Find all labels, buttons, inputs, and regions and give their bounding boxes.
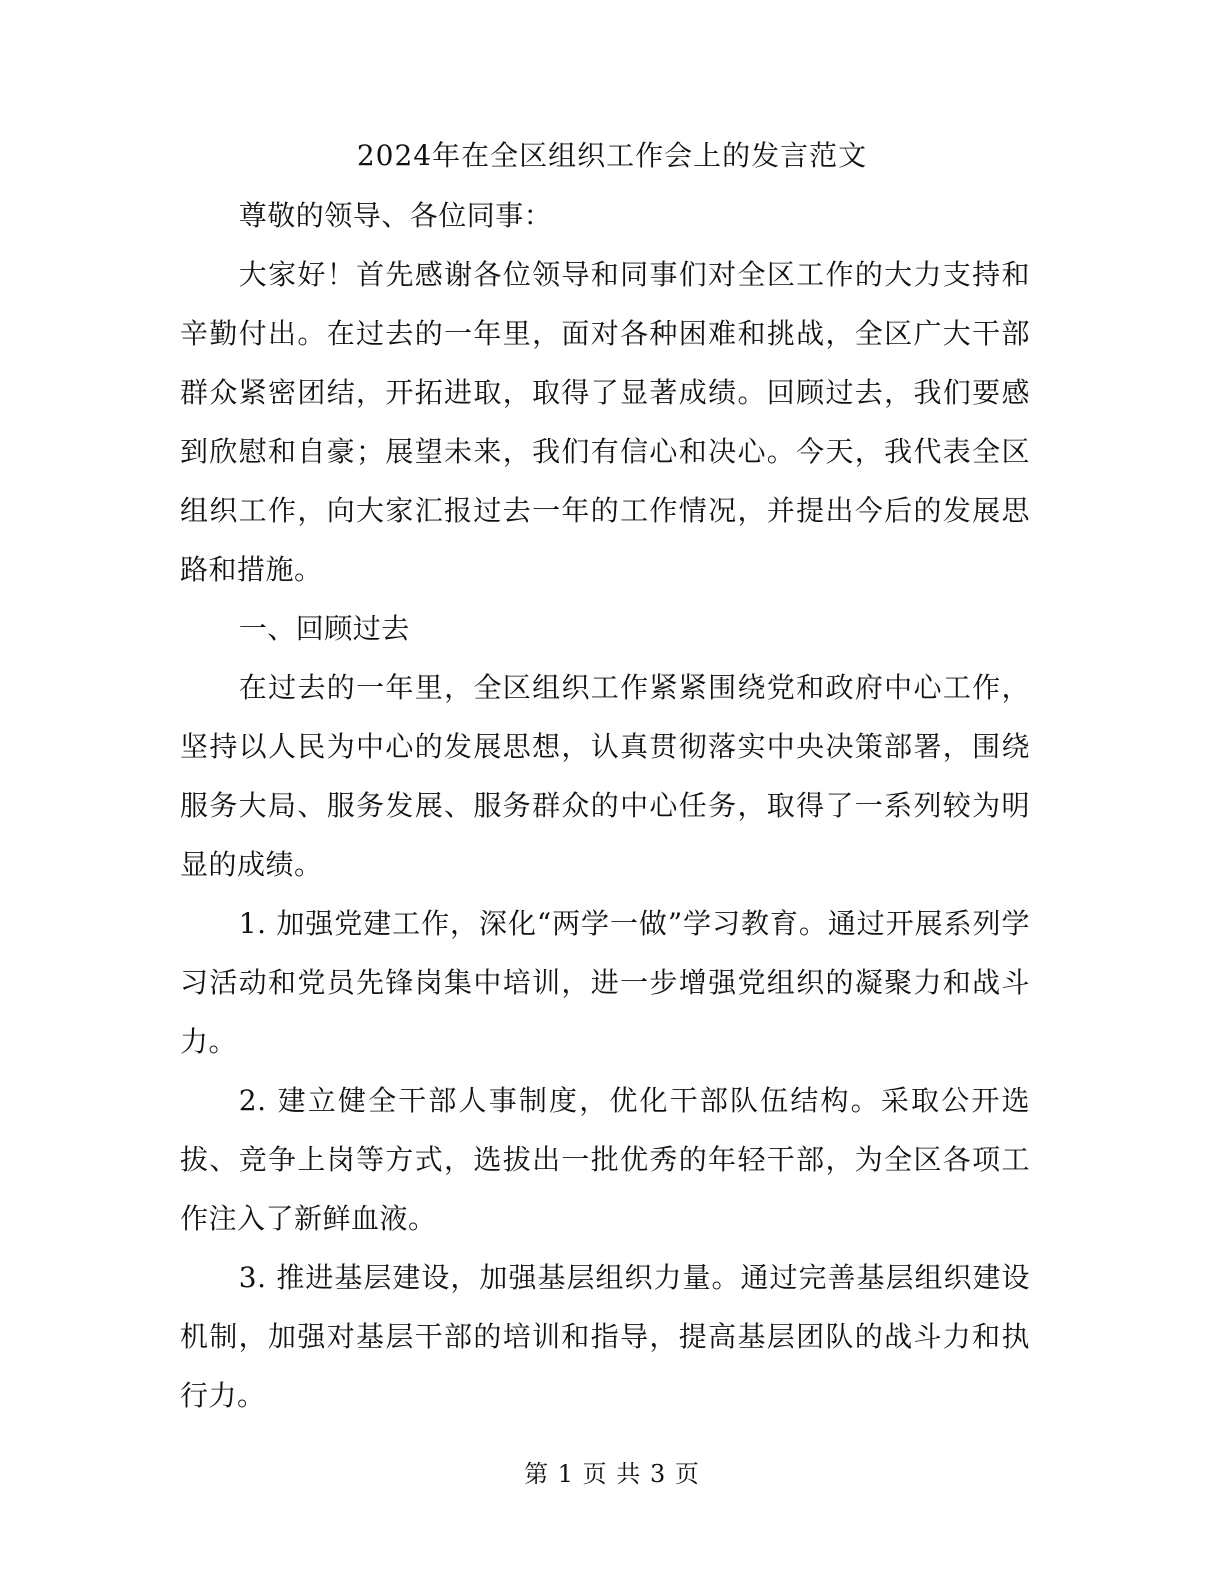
page-footer: 第 1 页 共 3 页 (524, 1460, 700, 1488)
review-paragraph: 在过去的一年里，全区组织工作紧紧围绕党和政府中心工作，坚持以人民为中心的发展思想，认真贯彻落实中央决策部署，围绕服务大局、服务发展、服务群众的中心任务，取得了一系列较为明显的成绩。 (180, 671, 1030, 881)
section-heading-review: 一、回顾过去 (238, 612, 410, 645)
list-item-1: 1. 加强党建工作，深化“两学一做”学习教育。通过开展系列学习活动和党员先锋岗集中培训，进一步增强党组织的凝聚力和战斗力。 (180, 907, 1030, 1058)
list-item-3: 3. 推进基层建设，加强基层组织力量。通过完善基层组织建设机制，加强对基层干部的培训和指导，提高基层团队的战斗力和执行力。 (180, 1261, 1030, 1412)
document-title: 2024年在全区组织工作会上的发言范文 (356, 139, 868, 172)
document-body (180, 186, 1030, 1425)
intro-paragraph: 大家好！首先感谢各位领导和同事们对全区工作的大力支持和辛勤付出。在过去的一年里，面对各种困难和挑战，全区广大干部群众紧密团结，开拓进取，取得了显著成绩。回顾过去，我们要感到欣慰和自豪；展望未来，我们有信心和决心。今天，我代表全区组织工作，向大家汇报过去一年的工作情况，并提出今后的发展思路和措施。 (180, 258, 1030, 586)
salutation-paragraph: 尊敬的领导、各位同事： (238, 199, 553, 232)
list-item-2: 2. 建立健全干部人事制度，优化干部队伍结构。采取公开选拔、竞争上岗等方式，选拔出一批优秀的年轻干部，为全区各项工作注入了新鲜血液。 (180, 1084, 1030, 1235)
